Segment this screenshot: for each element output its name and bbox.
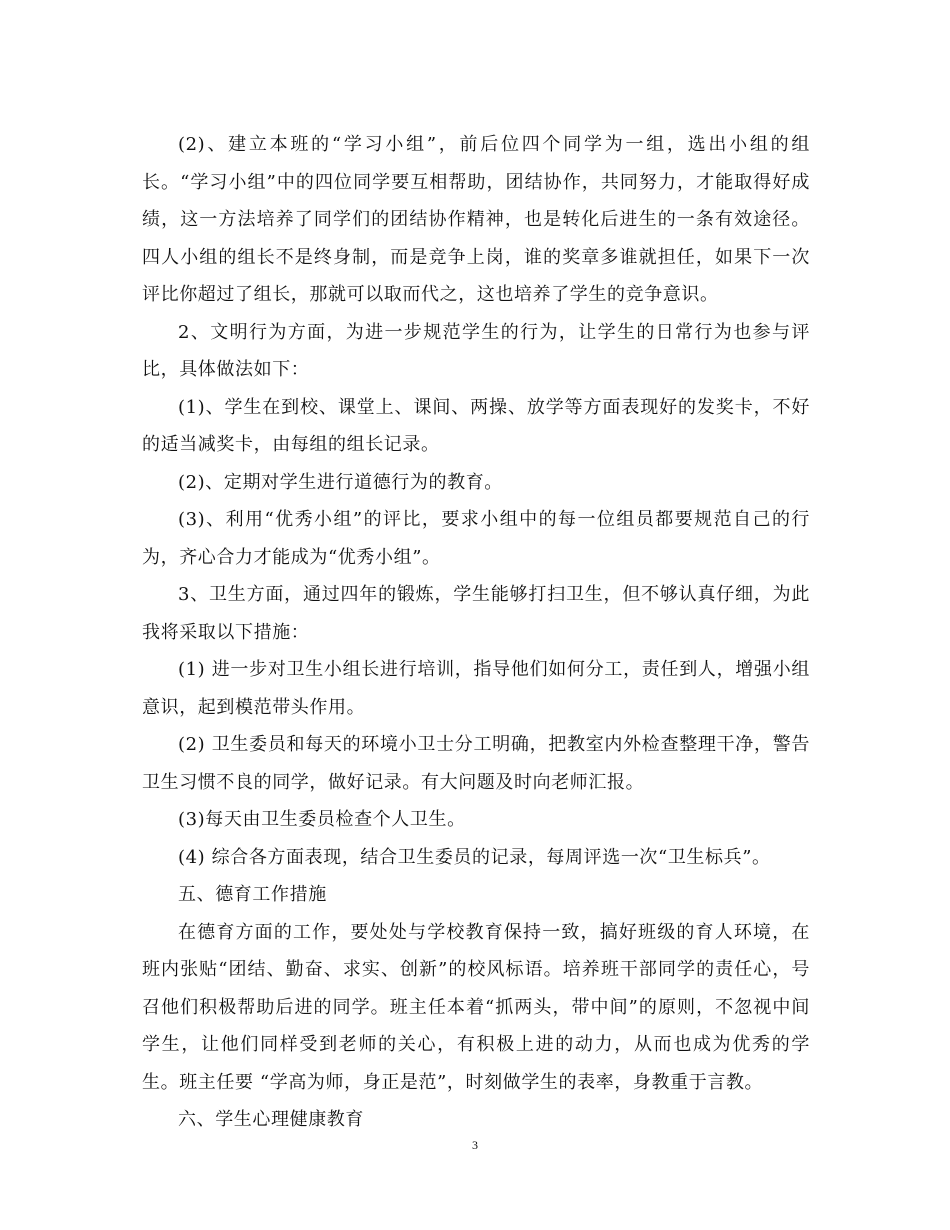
paragraph-study-group: (2)、建立本班的“学习小组”，前后位四个同学为一组，选出小组的组长。“学习小组”中的四位同学要互相帮助，团结协作，共同努力，才能取得好成绩，这一方法培养了同学们的团结协作精神，也是转化后进生的一条有效途径。四人小组的组长不是终身制，而是竞争上岗，谁的奖章多谁就担任，如果下一次评比你超过了组长，那就可以取而代之，这也培养了学生的竞争意识。	[142, 134, 810, 305]
section-heading-moral-education: 五、德育工作措施	[178, 884, 327, 905]
paragraph-hygiene-item-1: (1) 进一步对卫生小组长进行培训，指导他们如何分工，责任到人，增强小组意识，起到模范带头作用。	[142, 659, 810, 718]
paragraph-behavior-item-1: (1)、学生在到校、课堂上、课间、两操、放学等方面表现好的发奖卡，不好的适当减奖卡，由每组的组长记录。	[142, 396, 810, 455]
paragraph-behavior-item-3: (3)、利用“优秀小组”的评比，要求小组中的每一位组员都要规范自己的行为，齐心合力才能成为“优秀小组”。	[142, 509, 810, 568]
paragraph-hygiene-item-2: (2) 卫生委员和每天的环境小卫士分工明确，把教室内外检查整理干净，警告卫生习惯不良的同学，做好记录。有大问题及时向老师汇报。	[142, 734, 810, 793]
paragraph-hygiene: 3、卫生方面，通过四年的锻炼，学生能够打扫卫生，但不够认真仔细，为此我将采取以下措施：	[142, 584, 810, 643]
paragraph-hygiene-item-3: (3)每天由卫生委员检查个人卫生。	[178, 809, 466, 830]
section-heading-mental-health: 六、学生心理健康教育	[178, 1109, 364, 1130]
paragraph-civilized-behavior: 2、文明行为方面，为进一步规范学生的行为，让学生的日常行为也参与评比，具体做法如下：	[142, 321, 810, 380]
paragraph-behavior-item-2: (2)、定期对学生进行道德行为的教育。	[178, 471, 503, 493]
paragraph-hygiene-item-4: (4) 综合各方面表现，结合卫生委员的记录，每周评选一次“卫生标兵”。	[178, 846, 771, 868]
page-number: 3	[472, 1138, 478, 1152]
paragraph-moral-education: 在德育方面的工作，要处处与学校教育保持一致，搞好班级的育人环境，在班内张贴“团结、勤奋、求实、创新”的校风标语。培养班干部同学的责任心，号召他们积极帮助后进的同学。班主任本着“抓两头，带中间”的原则，不忽视中间学生，让他们同样受到老师的关心，有积极上进的动力，从而也成为优秀的学生。班主任要 “学高为师，身正是范”，时刻做学生的表率，身教重于言教。	[142, 921, 810, 1093]
document-body	[142, 126, 810, 1139]
